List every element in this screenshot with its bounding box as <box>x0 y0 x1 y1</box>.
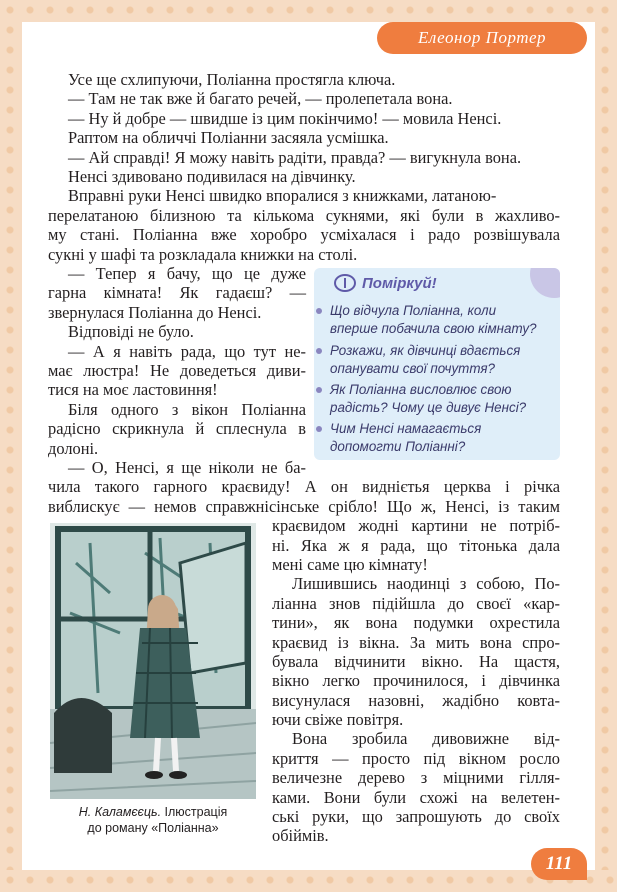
text-line: перелатаною білизною та кількома сукнями, які були в жахливо- <box>48 205 560 225</box>
text-line: Відповіді не було. <box>68 322 194 342</box>
page-number: 111 <box>545 853 573 874</box>
text-line: висунулася назовні, жадібно ковта- <box>272 690 560 710</box>
text-line: — А я навіть рада, що тут не- <box>68 341 306 361</box>
ponder-question <box>324 420 550 456</box>
text-line: має люстра! Не доведеться диви- <box>48 360 306 380</box>
ponder-title <box>334 274 437 292</box>
text-line: ські руки, що запрошують до своїх <box>272 807 560 827</box>
author-name: Елеонор Портер <box>417 28 547 47</box>
decorative-border-right <box>595 0 617 892</box>
text-block-left <box>48 264 306 477</box>
question-line: Розкажи, як дівчинці вдається <box>330 343 521 358</box>
illustration-caption <box>50 804 256 836</box>
text-line: — Ну й добре — швидше із цим покінчимо! — мовила Ненсі. <box>68 108 502 128</box>
decorative-border-left <box>0 0 22 892</box>
text-line: му стані. Поліанна вже хоробро усміхалася і радо розвішувала <box>48 225 560 245</box>
text-line: гарна кімната! Як гадаєш? — <box>48 283 306 303</box>
caption-line2: до роману «Поліанна» <box>87 821 219 835</box>
text-line: тися на моє ластовиння! <box>48 380 218 400</box>
text-line: Раптом на обличчі Поліанни засяяла усмішка. <box>68 128 389 148</box>
text-line: Вправні руки Ненсі швидко впоралися з книжками, латаною- <box>68 186 497 206</box>
text-line: — Ай справді! Я можу навіть радіти, правда? — вигукнула вона. <box>68 147 522 167</box>
caption-text: Ілюстрація <box>161 805 228 819</box>
caption-author: Н. Каламєєць. <box>78 805 162 819</box>
ponder-question <box>324 381 550 417</box>
text-line: Ненсі здивовано подивилася на дівчинку. <box>68 166 356 186</box>
text-line: мені саме цю кімнату! <box>272 554 428 574</box>
text-block-top <box>68 70 560 206</box>
page-number-badge <box>531 848 587 880</box>
text-line: ючи свіже повітря. <box>272 710 404 730</box>
text-line: величезне дерево з міцними гілля- <box>272 768 560 788</box>
bullet-icon <box>316 387 322 393</box>
bullet-icon <box>316 348 322 354</box>
question-line: Чим Ненсі намагається <box>330 421 482 436</box>
text-line: звернулася Поліанна до Ненсі. <box>48 302 262 322</box>
question-line: радість? Чому це дивує Ненсі? <box>330 400 527 415</box>
text-line: Лишившись наодинці з собою, По- <box>292 574 560 594</box>
question-line: опанувати свої почуття? <box>330 361 495 376</box>
text-line: Вона зробила дивовижне від- <box>292 729 560 749</box>
illustration-drawing <box>50 523 256 799</box>
ponder-box <box>314 268 560 460</box>
text-block-full <box>48 477 560 516</box>
text-line: ліанна знов підійшла до своєї «кар- <box>272 593 560 613</box>
question-line: вперше побачила свою кімнату? <box>330 321 537 336</box>
text-line: — Тепер я бачу, що це дуже <box>68 264 306 283</box>
decorative-circle <box>530 268 560 298</box>
author-header-tab <box>377 22 587 54</box>
text-block-top-cont <box>48 206 560 264</box>
text-line: Усе ще схлипуючи, Поліанна простягла ключа. <box>68 70 396 89</box>
text-line: краєвидом жодні картини не потріб- <box>272 516 560 536</box>
text-block-right <box>272 516 560 846</box>
text-line: — О, Ненсі, я ще ніколи не ба- <box>68 457 306 477</box>
text-line: радісно скрикнула й сплеснула в <box>48 419 306 439</box>
text-line: сукні у шафі та розкладала книжки на столі. <box>48 244 358 264</box>
text-line: криття — просто під вікном росло <box>272 748 560 768</box>
text-line: бувала відчинити вікно. На щастя, <box>272 651 560 671</box>
text-line: вікно легко прочинилося, і дівчинка <box>272 671 560 691</box>
question-line: Що відчула Поліанна, коли <box>330 303 497 318</box>
text-line: долоні. <box>48 438 99 458</box>
text-line: обіймів. <box>272 826 329 846</box>
ponder-question <box>324 302 550 338</box>
text-line: краєвид із вікна. За мить вона спро- <box>272 632 560 652</box>
question-line: Як Поліанна висловлює свою <box>330 382 512 397</box>
text-line: ками. Вони були схожі на велетен- <box>272 787 560 807</box>
speech-book-icon <box>334 274 356 292</box>
text-line: чила такого гарного краєвиду! А он виднієтья церква і річка <box>48 477 560 497</box>
bullet-icon <box>316 426 322 432</box>
text-line: ні. Яка ж я рада, що тітонька дала <box>272 535 560 555</box>
ponder-title-text: Поміркуй! <box>362 274 437 292</box>
bullet-icon <box>316 308 322 314</box>
text-line: виблискує — немов справжнісінське срібло! Що ж, Ненсі, із таким <box>48 496 560 516</box>
text-line: — Там не так вже й багато речей, — пролепетала вона. <box>68 89 453 109</box>
decorative-border-bottom <box>0 870 617 892</box>
ponder-question <box>324 342 550 378</box>
question-line: допомогти Поліанні? <box>330 439 466 454</box>
text-line: тини», як вона подумки охрестила <box>272 613 560 633</box>
text-line: Біля одного з вікон Поліанна <box>68 399 306 419</box>
illustration-girl-at-window <box>50 523 256 799</box>
